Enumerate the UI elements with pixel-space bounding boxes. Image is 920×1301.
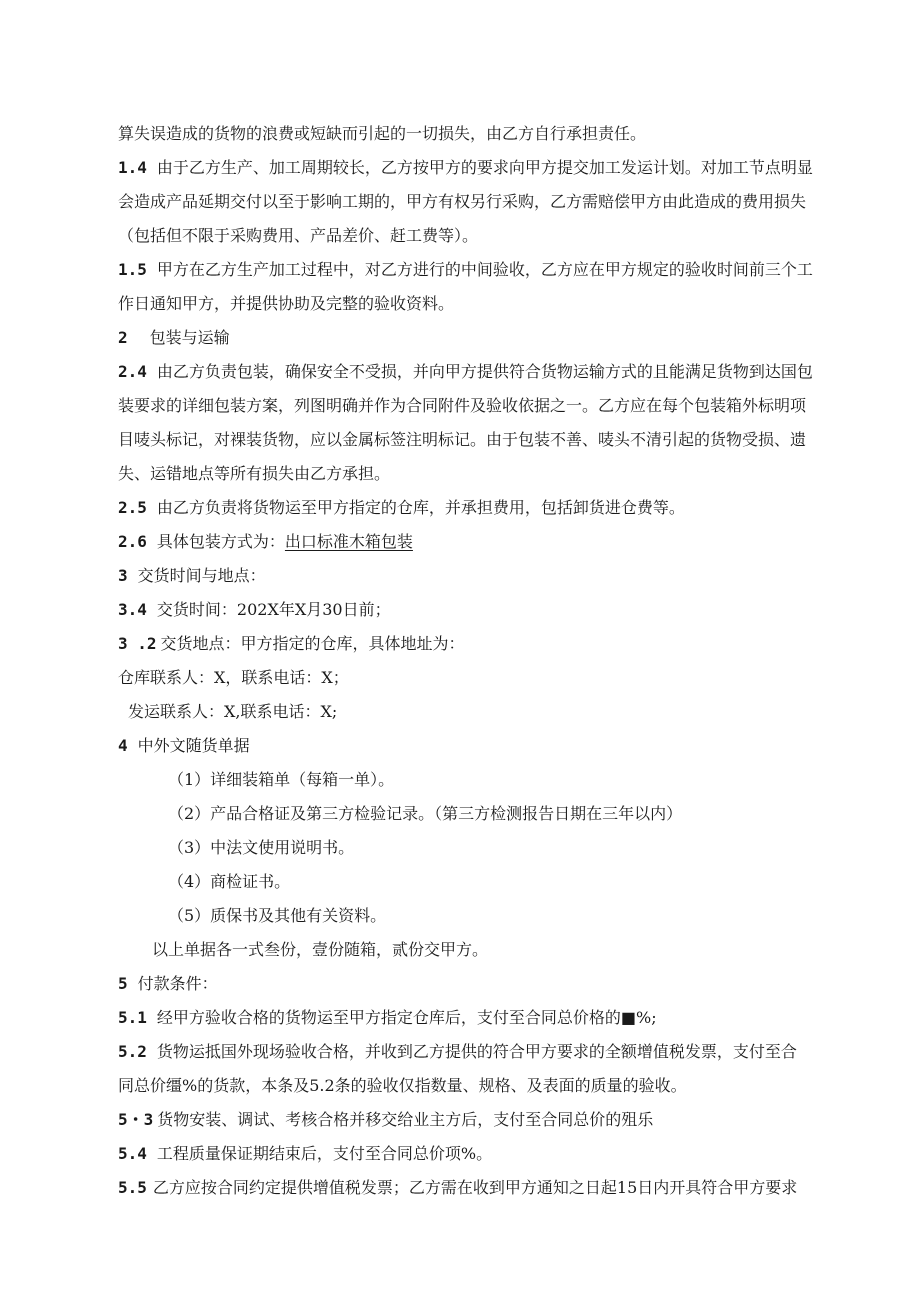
clause-number: 5.2 (118, 1042, 147, 1061)
text: 失、运错地点等所有损失由乙方承担。 (118, 464, 391, 483)
clause-1-5 (118, 260, 858, 280)
text: （2）产品合格证及第三方检验记录。（第三方检测报告日期在三年以内） (168, 804, 683, 823)
paragraph-line (118, 226, 858, 246)
paragraph-line (118, 430, 858, 450)
packaging-method-value: 出口标准木箱包装 (284, 532, 413, 551)
clause-number: 2.5 (118, 498, 147, 517)
paragraph-line (118, 294, 858, 314)
clause-3-4 (118, 600, 858, 620)
text: （5）质保书及其他有关资料。 (168, 906, 387, 925)
text: 由乙方负责将货物运至甲方指定的仓库，并承担费用，包括卸货进仓费等。 (156, 498, 685, 517)
text: 发运联系人：X,联系电话：X; (128, 702, 338, 721)
clause-number: 5.5 (118, 1178, 147, 1197)
section-number: 2 (118, 328, 128, 347)
text: 会造成产品延期交付以至于影响工期的，甲方有权另行采购，乙方需赔偿甲方由此造成的费用损失 (118, 192, 807, 211)
clause-number: 2.4 (118, 362, 147, 381)
clause-3-2 (118, 634, 858, 654)
text: 以上单据各一式叁份，壹份随箱，贰份交甲方。 (152, 940, 489, 959)
clause-5-2 (118, 1042, 858, 1062)
list-item (168, 838, 908, 858)
list-item (168, 804, 908, 824)
text: 具体包装方式为： (156, 532, 285, 551)
text: 由乙方负责包装，确保安全不受损，并向甲方提供符合货物运输方式的且能满足货物到达国包 (156, 362, 813, 381)
clause-number: 2.6 (118, 532, 147, 551)
text: 同总价缰%的货款，本条及5.2条的验收仅指数量、规格、及表面的质量的验收。 (118, 1076, 687, 1095)
clause-number: 3 .2 (118, 634, 157, 653)
list-item (168, 906, 908, 926)
section-title: 付款条件： (137, 974, 218, 993)
clause-number: 5.1 (118, 1008, 147, 1027)
section-number: 3 (118, 566, 128, 585)
text: 算失误造成的货物的浪费或短缺而引起的一切损失，由乙方自行承担责任。 (118, 124, 647, 143)
text: 目唛头标记，对裸装货物，应以金属标签注明标记。由于包装不善、唛头不清引起的货物受损、遗 (118, 430, 807, 449)
section-2-heading (118, 328, 858, 348)
text: 货物运抵国外现场验收合格，并收到乙方提供的符合甲方要求的全额增值税发票，支付至合 (156, 1042, 797, 1061)
clause-5-3 (118, 1110, 858, 1130)
text: （4）商检证书。 (168, 872, 291, 891)
text: 工程质量保证期结束后，支付至合同总价项%。 (156, 1144, 493, 1163)
text: 装要求的详细包装方案，列图明确并作为合同附件及验收依据之一。乙方应在每个包装箱外标明项 (118, 396, 807, 415)
text: 作日通知甲方，并提供协助及完整的验收资料。 (118, 294, 455, 313)
clause-2-6 (118, 532, 858, 552)
text: （3）中法文使用说明书。 (168, 838, 355, 857)
paragraph-line (118, 396, 858, 416)
shipping-contact (128, 702, 868, 722)
clause-2-4 (118, 362, 858, 382)
warehouse-contact (118, 668, 858, 688)
text: 货物安装、调试、考核合格并移交给业主方后，支付至合同总价的殂乐 (157, 1110, 654, 1129)
section-number: 4 (118, 736, 128, 755)
paragraph-line (118, 1076, 858, 1096)
text: 经甲方验收合格的货物运至甲方指定仓库后，支付至合同总价格的■%; (156, 1008, 657, 1027)
section-title: 交货时间与地点： (137, 566, 266, 585)
text: 由于乙方生产、加工周期较长，乙方按甲方的要求向甲方提交加工发运计划。对加工节点明显 (156, 158, 813, 177)
text: 乙方应按合同约定提供增值税发票；乙方需在收到甲方通知之日起15日内开具符合甲方要求 (152, 1178, 798, 1197)
clause-1-4 (118, 158, 858, 178)
clause-5-1 (118, 1008, 858, 1028)
clause-number: 1.4 (118, 158, 147, 177)
paragraph-line (118, 124, 858, 144)
list-item (168, 872, 908, 892)
section-3-heading (118, 566, 858, 586)
text: （1）详细装箱单（每箱一单）。 (168, 770, 395, 789)
text: 交货时间：202X年X月30日前； (156, 600, 391, 619)
clause-2-5 (118, 498, 858, 518)
text: 甲方在乙方生产加工过程中，对乙方进行的中间验收，乙方应在甲方规定的验收时间前三个工 (156, 260, 813, 279)
clause-number: 5・3 (118, 1110, 154, 1129)
paragraph-line (118, 192, 858, 212)
clause-number: 5.4 (118, 1144, 147, 1163)
list-item (168, 770, 908, 790)
section-title: 包装与运输 (149, 328, 230, 347)
clause-5-5 (118, 1178, 858, 1198)
section-number: 5 (118, 974, 128, 993)
paragraph-line (118, 464, 858, 484)
section-title: 中外文随货单据 (137, 736, 250, 755)
clause-5-4 (118, 1144, 858, 1164)
clause-number: 1.5 (118, 260, 147, 279)
section-5-heading (118, 974, 858, 994)
text: 交货地点：甲方指定的仓库，具体地址为： (160, 634, 465, 653)
clause-number: 3.4 (118, 600, 147, 619)
documents-note (152, 940, 892, 960)
text: （包括但不限于采购费用、产品差价、赶工费等）。 (118, 226, 479, 245)
text: 仓库联系人：X，联系电话：X； (118, 668, 349, 687)
section-4-heading (118, 736, 858, 756)
